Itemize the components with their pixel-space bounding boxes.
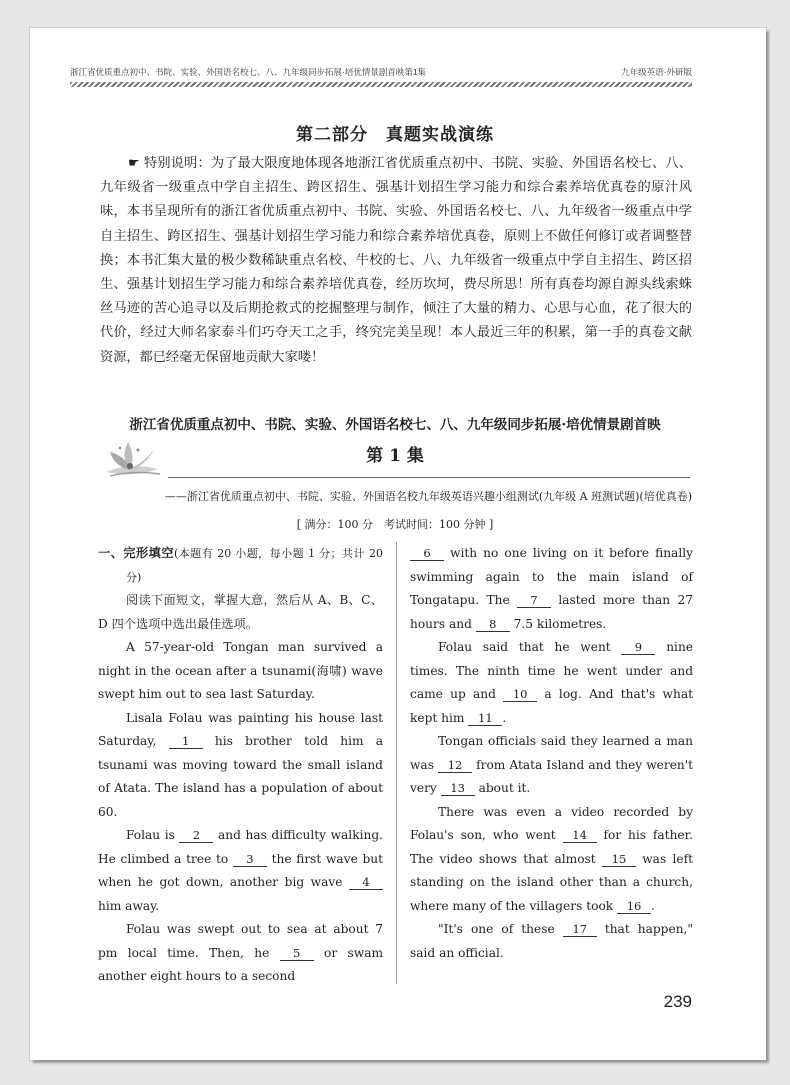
header-right: 九年级英语·外研版 xyxy=(621,67,692,77)
blank-5: 5 xyxy=(280,946,314,961)
exam-subtitle: ——浙江省优质重点初中、书院、实验、外国语名校九年级英语兴趣小组测试(九年级 A 班测试题)(培优真卷) xyxy=(164,490,692,503)
section-heading xyxy=(98,542,383,589)
section-note: (本题有 20 小题，每小题 1 分；共计 20 分) xyxy=(126,547,383,584)
title-underline xyxy=(168,477,690,478)
episode-title: 第 1 集 xyxy=(366,446,424,466)
intro-paragraph xyxy=(100,152,692,370)
column-divider xyxy=(396,542,397,984)
blank-4: 4 xyxy=(349,875,383,890)
blank-17: 17 xyxy=(563,922,597,937)
collection-title: 浙江省优质重点初中、书院、实验、外国语名校七、八、九年级同步拓展·培优情景剧首映 xyxy=(129,417,661,433)
passage-paragraph: There was even a video recorded by Folau's son, who went 14 for his father. The video shows that almost 15 was left standing on the island other than a church, where many of the villagers took 16 . xyxy=(410,804,694,913)
passage-paragraph: Lisala Folau was painting his house last Saturday, 1 his brother told him a tsunami was moving toward the small island of Atata. The island has a population of about 60. xyxy=(98,710,384,819)
blank-11: 11 xyxy=(468,711,502,726)
blank-16: 16 xyxy=(617,899,651,914)
blank-7: 7 xyxy=(517,593,551,608)
section-title: 第二部分 真题实战演练 xyxy=(296,125,494,145)
section-label: 一、完形填空 xyxy=(98,546,175,560)
passage-continuation: 6 with no one living on it before finally swimming again to the main island of Tongatapu. The 7 lasted more than 27 hours and 8 7.5 kilometres. xyxy=(410,546,694,631)
instruction-text: 阅读下面短文，掌握大意，然后从 A、B、C、D 四个选项中选出最佳选项。 xyxy=(98,593,383,631)
blank-9: 9 xyxy=(621,640,655,655)
header-left: 浙江省优质重点初中、书院、实验、外国语名校七、八、九年级同步拓展·培优情景剧首映第1集 xyxy=(70,67,427,77)
passage-paragraph: "It's one of these 17 that happen," said an official. xyxy=(410,922,694,960)
running-header xyxy=(70,66,692,78)
blank-1: 1 xyxy=(169,734,203,749)
passage-paragraph: Folau is 2 and has difficulty walking. He climbed a tree to 3 the first wave but when he got down, another big wave 4 him away. xyxy=(98,828,384,913)
intro-text: 特别说明：为了最大限度地体现各地浙江省优质重点初中、书院、实验、外国语名校七、八、九年级省一级重点中学自主招生、跨区招生、强基计划招生学习能力和综合素养培优真卷的原汁风味，本书呈现所有的浙江省优质重点初中、书院、实验、外国语名校七、八、九年级省一级重点中学自主招生、跨区招生、强基计划招生学习能力和综合素养培优真卷，原则上不做任何修订或者调整替换；本书汇集大量的极少数稀缺重点名校、牛校的七、八、九年级省一级重点中学自主招生、跨区招生、强基计划招生学习能力和综合素养培优真卷，经历坎坷，费尽所思！所有真卷均源自源头线索蛛丝马迹的苦心追寻以及后期抢救式的挖掘整理与制作，倾注了大量的精力、心思与心血，花了很大的代价，经过大师名家泰斗们巧夺天工之手，终究完美呈现！本人最近三年的积累，第一手的真卷文献资源，都已经毫无保留地贡献大家喽！ xyxy=(100,156,692,365)
right-column xyxy=(410,542,693,965)
passage-paragraph: Folau was swept out to sea at about 7 pm local time. Then, he 5 or swam another eight hours to a second xyxy=(98,922,384,983)
header-hatch-divider xyxy=(70,82,692,87)
blank-3: 3 xyxy=(233,852,267,867)
page-number: 239 xyxy=(663,992,692,1011)
blank-8: 8 xyxy=(476,617,510,632)
passage-paragraph: Folau said that he went 9 nine times. The ninth time he went under and came up and 10 a log. And that's what kept him 11 . xyxy=(410,640,694,725)
passage-paragraph: Tongan officials said they learned a man was 12 from Atata Island and they weren't very 13 about it. xyxy=(410,734,694,795)
passage-paragraph: A 57-year-old Tongan man survived a night in the ocean after a tsunami(海啸) wave swept him out to sea last Saturday. xyxy=(98,640,383,701)
blank-14: 14 xyxy=(563,828,597,843)
blank-15: 15 xyxy=(602,852,636,867)
blank-12: 12 xyxy=(438,758,472,773)
blank-10: 10 xyxy=(503,687,537,702)
left-column xyxy=(98,542,383,989)
blank-2: 2 xyxy=(179,828,213,843)
blank-13: 13 xyxy=(441,781,475,796)
pointing-hand-icon: ☛ xyxy=(128,156,140,171)
exam-meta: [ 满分：100 分 考试时间：100 分钟 ] xyxy=(296,518,494,531)
blank-6: 6 xyxy=(410,546,444,561)
